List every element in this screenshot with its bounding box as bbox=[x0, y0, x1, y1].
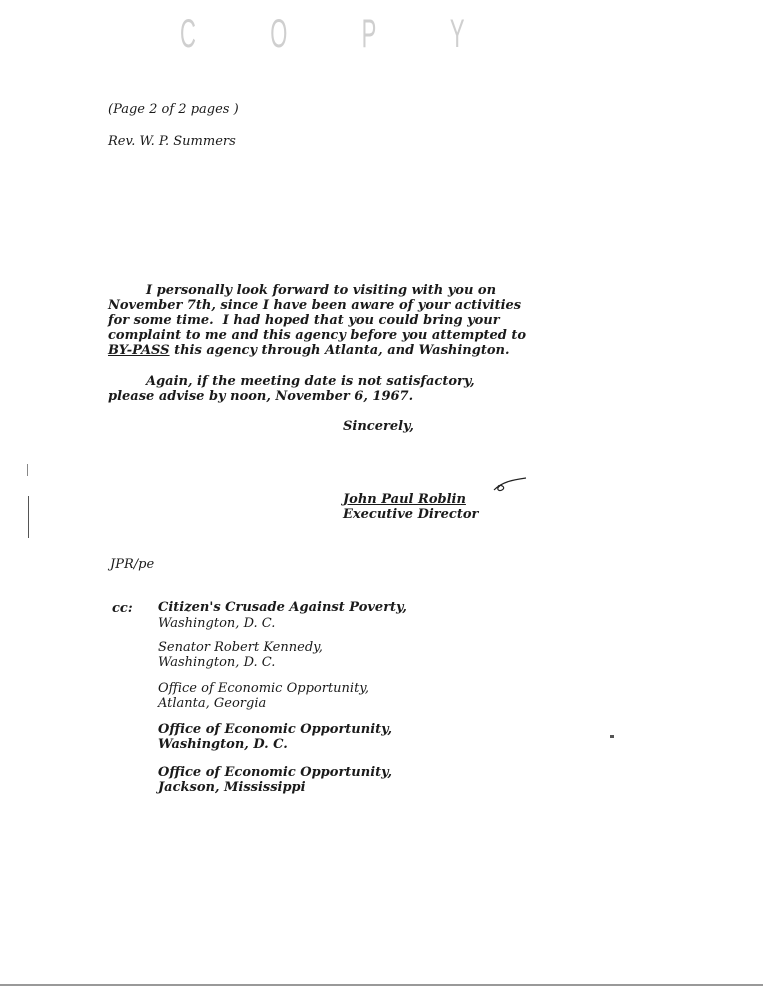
cc-entry-5-line-2: Jackson, Mississippi bbox=[158, 780, 306, 795]
paragraph-1-line-2: November 7th, since I have been aware of your activities bbox=[108, 298, 522, 313]
bypass-underlined: BY-PASS bbox=[108, 343, 170, 358]
cc-entry-5-line-1: Office of Economic Opportunity, bbox=[158, 765, 392, 780]
paragraph-1-line-3: for some time. I had hoped that you could bring your bbox=[108, 313, 500, 328]
scan-artifact-line bbox=[28, 496, 29, 538]
copy-stamp: C O P Y bbox=[180, 12, 499, 56]
cc-entry-1-line-2: Washington, D. C. bbox=[158, 616, 276, 631]
paragraph-1-line-4: complaint to me and this agency before you attempted to bbox=[108, 328, 527, 343]
cc-entry-2-line-1: Senator Robert Kennedy, bbox=[158, 640, 323, 655]
closing-salutation: Sincerely, bbox=[343, 419, 414, 434]
signer-title: Executive Director bbox=[343, 507, 479, 522]
cc-entry-2-line-2: Washington, D. C. bbox=[158, 655, 276, 670]
cc-entry-3-line-1: Office of Economic Opportunity, bbox=[158, 681, 370, 696]
cc-entry-3-line-2: Atlanta, Georgia bbox=[158, 696, 267, 711]
cc-entry-4-line-2: Washington, D. C. bbox=[158, 737, 288, 752]
scan-artifact-line bbox=[27, 464, 28, 476]
cc-entry-4-line-1: Office of Economic Opportunity, bbox=[158, 722, 392, 737]
signer-name: John Paul Roblin bbox=[343, 492, 466, 507]
page-indicator: (Page 2 of 2 pages ) bbox=[108, 102, 239, 117]
paragraph-1-line-5 bbox=[108, 343, 509, 359]
paragraph-1-line-5-rest: this agency through Atlanta, and Washington. bbox=[169, 343, 510, 358]
cc-entry-1-line-1: Citizen's Crusade Against Poverty, bbox=[158, 600, 407, 615]
scan-edge-line bbox=[0, 984, 763, 986]
scan-artifact-dot bbox=[610, 735, 614, 738]
recipient-line: Rev. W. P. Summers bbox=[108, 134, 236, 149]
cc-label: cc: bbox=[112, 601, 133, 616]
paragraph-2-line-2: please advise by noon, November 6, 1967. bbox=[108, 389, 414, 404]
paragraph-1-line-1: I personally look forward to visiting with you on bbox=[146, 283, 497, 298]
typist-initials: JPR/pe bbox=[110, 557, 155, 572]
paragraph-2-line-1: Again, if the meeting date is not satisfactory, bbox=[146, 374, 475, 389]
signature-scribble bbox=[492, 476, 528, 496]
